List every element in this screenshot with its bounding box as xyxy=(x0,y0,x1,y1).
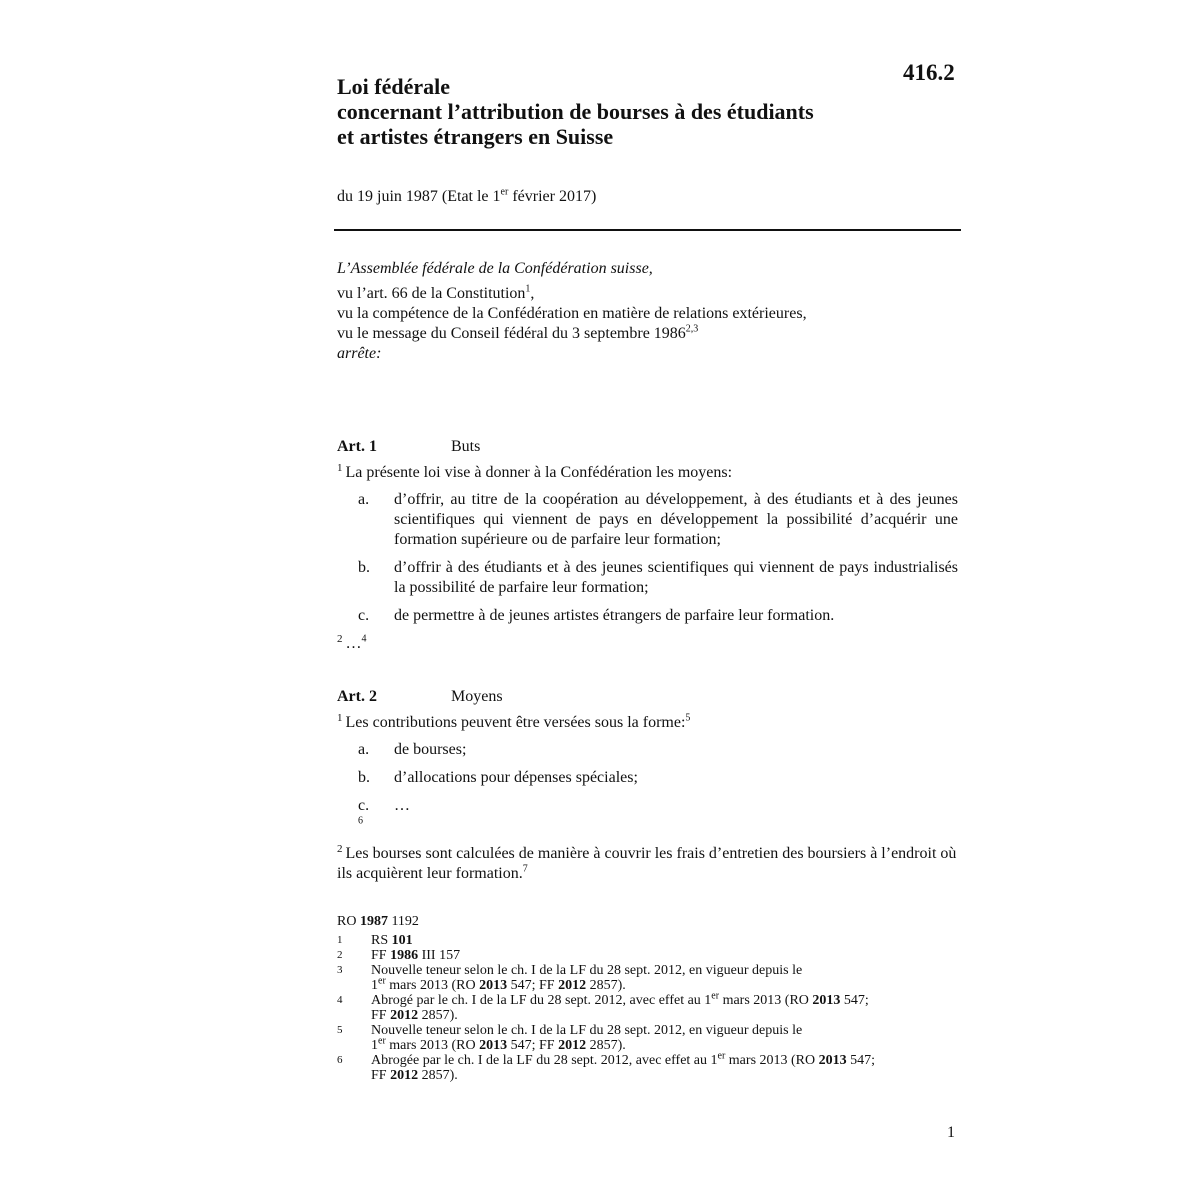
preamble-line-1 xyxy=(337,284,961,304)
fn-part: Nouvelle teneur selon le ch. I de la LF du 28 sept. 2012, en vigueur depuis le xyxy=(371,963,803,978)
preamble-line-3 xyxy=(337,324,961,344)
fn-part: 2857). xyxy=(586,978,626,993)
fn-bold: 2013 xyxy=(818,1053,847,1068)
list-letter-text: b. xyxy=(358,769,370,786)
preamble-line-3-text: vu le message du Conseil fédéral du 3 septembre 1986 xyxy=(337,325,686,342)
fn-part: Abrogée par le ch. I de la LF du 28 sept. 2012, avec effet au 1 xyxy=(371,1053,718,1068)
footnote-text xyxy=(371,948,957,963)
footnote-number: 2 xyxy=(337,949,343,961)
list-text: d’offrir à des étudiants et à des jeunes scientifiques qui viennent de pays industrialisés la possibilité de parfaire leur formation; xyxy=(394,559,958,596)
preamble-line-1-end: , xyxy=(530,285,535,302)
header-rule xyxy=(334,229,961,231)
list-letter-text: c. xyxy=(358,607,370,624)
article-2-number: Art. 2 xyxy=(337,688,377,705)
date-sup: er xyxy=(500,186,509,198)
article-1-paragraph-1 xyxy=(337,463,958,483)
footnote-ref-2-3[interactable]: 2,3 xyxy=(685,323,699,335)
ro-page: 1192 xyxy=(387,914,419,929)
law-title xyxy=(337,74,814,149)
article-2-paragraph-1 xyxy=(337,713,958,733)
fn-bold: 2012 xyxy=(558,978,587,993)
fn-sup: er xyxy=(717,1050,726,1062)
list-text: d’allocations pour dépenses spéciales; xyxy=(394,769,638,786)
preamble-line-1-text: vu l’art. 66 de la Constitution xyxy=(337,285,526,302)
fn-part: 2857). xyxy=(586,1038,626,1053)
footnote-text xyxy=(371,963,957,993)
footnote-ref-7[interactable]: 7 xyxy=(522,863,528,875)
list-letter-text: a. xyxy=(358,491,370,508)
list-letter xyxy=(337,606,394,626)
list-item xyxy=(337,796,958,836)
list-letter xyxy=(337,558,394,598)
list-letter-text xyxy=(358,796,394,836)
fn-bold: 1986 xyxy=(390,948,419,963)
list-text: … xyxy=(394,797,410,814)
article-2 xyxy=(337,687,958,891)
footnote-text xyxy=(371,1023,957,1053)
article-1-paragraph-2 xyxy=(337,634,958,654)
footnote-ref-4[interactable]: 4 xyxy=(361,633,367,645)
fn-bold: 101 xyxy=(391,933,413,948)
law-date xyxy=(337,188,596,206)
fn-part: 1 xyxy=(371,1038,378,1053)
footnote-number: 5 xyxy=(337,1024,343,1036)
ro-reference xyxy=(337,914,957,930)
preamble xyxy=(337,259,961,364)
footnote-4 xyxy=(337,990,957,1023)
fn-part: mars 2013 (RO xyxy=(385,978,480,993)
fn-part: mars 2013 (RO xyxy=(385,1038,480,1053)
paragraph-number: 1 xyxy=(337,711,343,724)
title-line-3: et artistes étrangers en Suisse xyxy=(337,124,614,149)
article-1 xyxy=(337,437,958,661)
footnote-ref-5[interactable]: 5 xyxy=(685,712,691,724)
preamble-decree: arrête: xyxy=(337,345,382,362)
fn-part: 1 xyxy=(371,978,378,993)
fn-part: 547; xyxy=(846,1053,876,1068)
article-1-header xyxy=(337,437,958,457)
title-line-1: Loi fédérale xyxy=(337,74,451,99)
footnote-6 xyxy=(337,1050,957,1083)
preamble-assembly: L’Assemblée fédérale de la Confédération suisse, xyxy=(337,260,653,277)
fn-part: FF xyxy=(371,1008,391,1023)
footnote-3 xyxy=(337,963,957,993)
fn-part: RS xyxy=(371,933,392,948)
fn-bold: 2013 xyxy=(812,993,841,1008)
article-2-header xyxy=(337,687,958,707)
footnotes xyxy=(337,914,957,1083)
list-text: d’offrir, au titre de la coopération au développement, à des étudiants et à des jeunes scientifiques qui viennent de pays en développement la possibilité d’acquérir une formation supérieure ou de parfaire leur formation; xyxy=(394,491,958,548)
list-item xyxy=(337,740,958,760)
fn-bold: 2012 xyxy=(390,1008,419,1023)
footnote-1 xyxy=(337,933,957,948)
list-letter xyxy=(337,490,394,550)
list-text: de bourses; xyxy=(394,741,467,758)
fn-part: 2857). xyxy=(418,1068,458,1083)
article-2-heading: Moyens xyxy=(451,688,503,705)
date-prefix: du 19 juin 1987 (Etat le 1 xyxy=(337,188,501,205)
footnote-number: 6 xyxy=(337,1054,343,1066)
rs-number: 416.2 xyxy=(903,60,955,85)
fn-part: 2857). xyxy=(418,1008,458,1023)
article-1-number: Art. 1 xyxy=(337,438,377,455)
paragraph-number: 2 xyxy=(337,632,343,645)
list-letter-text: a. xyxy=(358,741,370,758)
fn-part: Nouvelle teneur selon le ch. I de la LF du 28 sept. 2012, en vigueur depuis le xyxy=(371,1023,803,1038)
footnote-number: 1 xyxy=(337,934,343,946)
fn-part: Abrogé par le ch. I de la LF du 28 sept. 2012, avec effet au 1 xyxy=(371,993,712,1008)
ro-prefix: RO xyxy=(337,914,360,929)
ro-year: 1987 xyxy=(359,914,388,929)
list-item xyxy=(337,768,958,788)
fn-part: III 157 xyxy=(418,948,461,963)
title-line-2: concernant l’attribution de bourses à des étudiants xyxy=(337,99,814,124)
paragraph-text: Les bourses sont calculées de manière à couvrir les frais d’entretien des boursiers à l’endroit où ils acquièrent leur formation. xyxy=(337,845,957,882)
list-item xyxy=(337,558,958,598)
paragraph-number: 1 xyxy=(337,461,343,474)
fn-sup: er xyxy=(711,990,720,1002)
fn-part: mars 2013 (RO xyxy=(719,993,813,1008)
preamble-line-2: vu la compétence de la Confédération en matière de relations extérieures, xyxy=(337,305,807,322)
fn-bold: 2013 xyxy=(479,978,508,993)
fn-sup: er xyxy=(378,975,386,987)
fn-part: FF xyxy=(371,948,391,963)
paragraph-text: … xyxy=(345,635,362,652)
list-letter xyxy=(337,796,394,836)
paragraph-text: La présente loi vise à donner à la Confédération les moyens: xyxy=(345,464,733,481)
footnote-5 xyxy=(337,1023,957,1053)
date-suffix: février 2017) xyxy=(508,188,597,205)
footnote-ref-1[interactable]: 1 xyxy=(525,283,531,295)
footnote-number: 4 xyxy=(337,994,343,1006)
list-letter-text: b. xyxy=(358,559,370,576)
footnote-text xyxy=(371,933,957,948)
item-c-letter: c. xyxy=(358,797,370,814)
footnote-2 xyxy=(337,948,957,963)
fn-bold: 2012 xyxy=(558,1038,587,1053)
footnote-text xyxy=(371,990,957,1023)
list-letter xyxy=(337,768,394,788)
article-2-paragraph-2 xyxy=(337,844,958,884)
fn-sup: er xyxy=(378,1035,386,1047)
footnote-ref-6[interactable]: 6 xyxy=(358,815,363,827)
fn-part: 547; xyxy=(840,993,869,1008)
footnote-number: 3 xyxy=(337,964,343,976)
fn-part: mars 2013 (RO xyxy=(725,1053,819,1068)
list-item xyxy=(337,490,958,550)
fn-part: 547; FF xyxy=(507,978,559,993)
fn-part: FF xyxy=(371,1068,391,1083)
footnote-text xyxy=(371,1050,957,1083)
list-letter xyxy=(337,740,394,760)
list-text: de permettre à de jeunes artistes étrangers de parfaire leur formation. xyxy=(394,607,835,624)
article-1-heading: Buts xyxy=(451,438,481,455)
fn-bold: 2012 xyxy=(390,1068,419,1083)
page-number: 1 xyxy=(947,1124,955,1141)
list-item xyxy=(337,606,958,626)
paragraph-number: 2 xyxy=(337,842,343,855)
fn-part: 547; FF xyxy=(507,1038,559,1053)
fn-bold: 2013 xyxy=(479,1038,508,1053)
paragraph-text: Les contributions peuvent être versées sous la forme: xyxy=(345,714,686,731)
